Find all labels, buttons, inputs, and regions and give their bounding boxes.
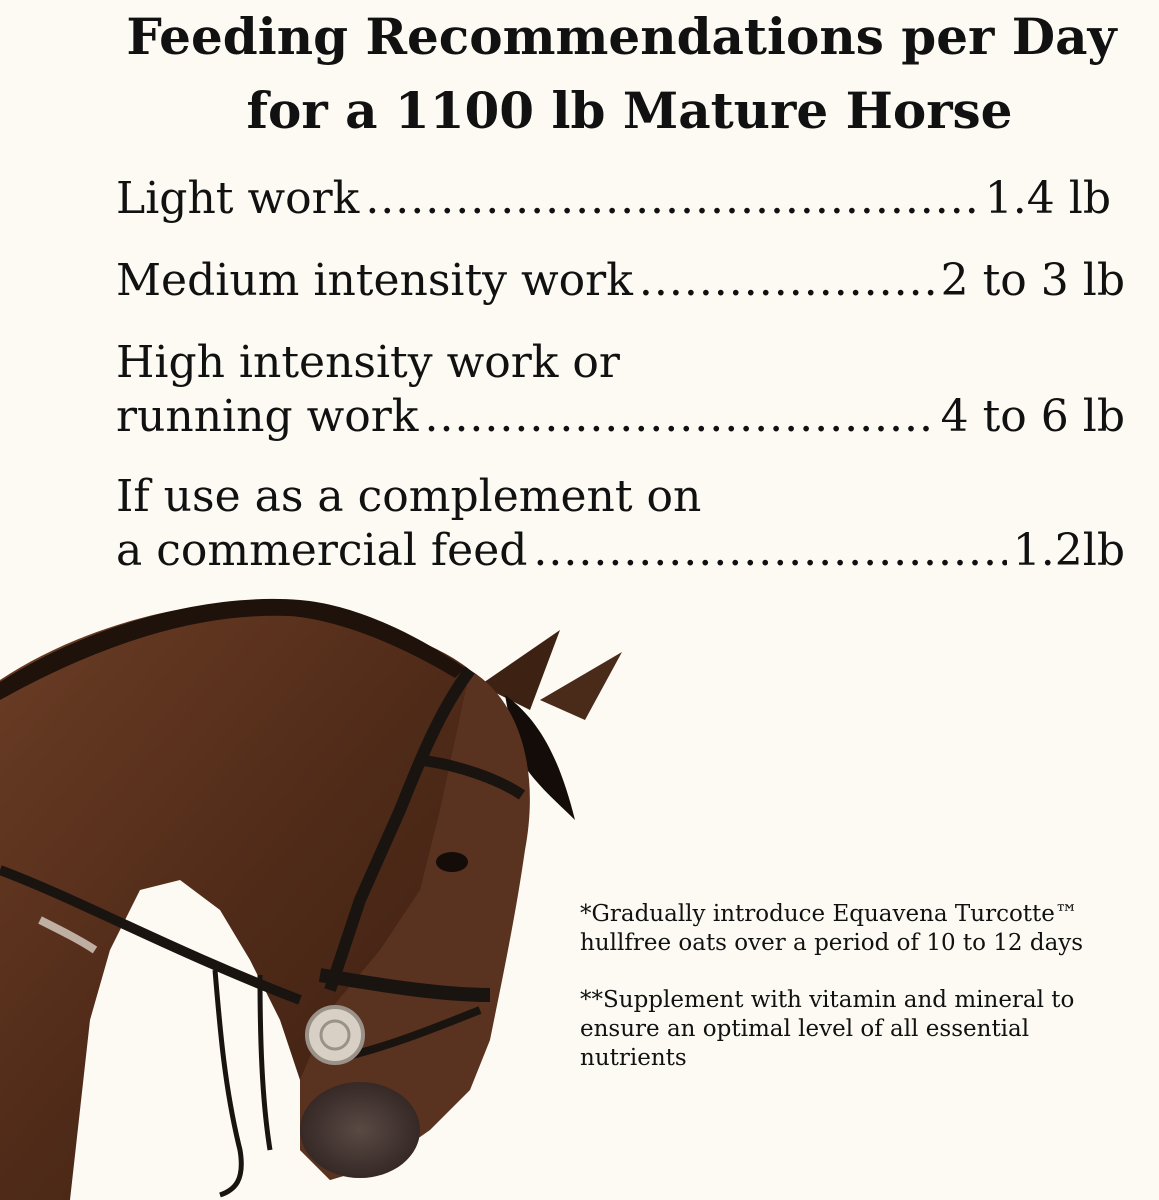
recommendation-label-line-2: running work [116, 391, 419, 442]
title-line-1: Feeding Recommendations per Day [126, 7, 1117, 66]
leader-dots [533, 524, 1006, 578]
leader-dots [639, 254, 935, 308]
horse-image [0, 590, 640, 1200]
recommendation-amount: 4 to 6 lb [940, 391, 1125, 442]
recommendation-label: Light work [116, 173, 360, 224]
leader-dots [424, 390, 934, 444]
recommendation-label-line-2: a commercial feed [116, 525, 528, 576]
notes [580, 900, 1140, 1101]
note-introduction: *Gradually introduce Equavena Turcotte™ hullfree oats over a period of 10 to 12 days [580, 901, 1084, 956]
recommendation-amount: 2 to 3 lb [940, 255, 1125, 306]
recommendation-amount: 1.2lb [1012, 525, 1125, 576]
page-title [0, 0, 1159, 148]
recommendation-complement [116, 470, 1125, 578]
recommendation-label-line-1: High intensity work or [116, 337, 620, 388]
recommendation-light-work [116, 172, 1111, 226]
recommendation-high-intensity-work [116, 336, 1125, 444]
recommendation-label: Medium intensity work [116, 255, 633, 306]
leader-dots [365, 172, 978, 226]
recommendation-amount: 1.4 lb [984, 173, 1111, 224]
title-line-2: for a 1100 lb Mature Horse [246, 81, 1013, 140]
recommendation-label-line-1: If use as a complement on [116, 471, 702, 522]
recommendation-medium-work [116, 254, 1125, 308]
note-supplement: **Supplement with vitamin and mineral to ensure an optimal level of all essential nutrients [580, 987, 1075, 1071]
